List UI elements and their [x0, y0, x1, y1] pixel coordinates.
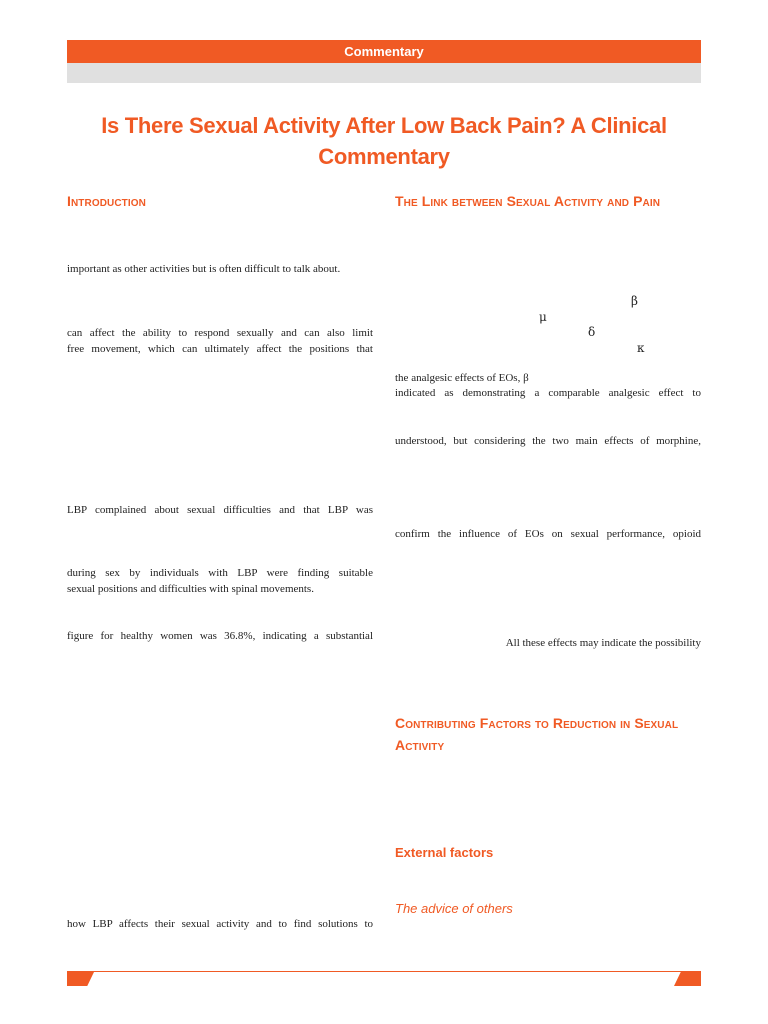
body-line: indicated as demonstrating a comparable analgesic effect to: [395, 387, 701, 399]
body-line: how LBP affects their sexual activity and to find solutions to: [67, 918, 373, 930]
body-line: the analgesic effects of EOs, β: [395, 372, 529, 384]
footer-tab-left: [67, 972, 94, 986]
footer-rule: [67, 971, 701, 972]
advice-of-others-subheading: The advice of others: [395, 901, 513, 916]
header-grey-band: [67, 63, 701, 83]
footer-tab-right: [674, 972, 701, 986]
beta-symbol: β: [631, 294, 638, 308]
body-line: free movement, which can ultimately affect the positions that: [67, 343, 373, 355]
body-line: All these effects may indicate the possibility: [505, 637, 701, 649]
body-line: figure for healthy women was 36.8%, indicating a substantial: [67, 630, 373, 642]
body-line: during sex by individuals with LBP were finding suitable: [67, 567, 373, 579]
delta-symbol: δ: [588, 325, 596, 339]
kappa-symbol: κ: [637, 341, 645, 355]
body-line: important as other activities but is often difficult to talk about.: [67, 263, 341, 275]
body-line: LBP complained about sexual difficulties and that LBP was: [67, 504, 373, 516]
contributing-factors-heading: Contributing Factors to Reduction in Sexual Activity: [395, 715, 679, 753]
body-line: understood, but considering the two main effects of morphine,: [395, 435, 701, 447]
body-line: sexual positions and difficulties with spinal movements.: [67, 583, 314, 595]
article-title: Is There Sexual Activity After Low Back Pain? A Clinical Commentary: [101, 113, 667, 169]
mu-symbol: μ: [539, 310, 547, 324]
link-heading: The Link between Sexual Activity and Pain: [395, 193, 661, 209]
external-factors-subheading: External factors: [395, 845, 494, 860]
body-line: can affect the ability to respond sexually and can also limit: [67, 327, 373, 339]
body-line: confirm the influence of EOs on sexual performance, opioid: [395, 528, 701, 540]
section-label: Commentary: [67, 40, 701, 63]
introduction-heading: Introduction: [67, 193, 146, 209]
